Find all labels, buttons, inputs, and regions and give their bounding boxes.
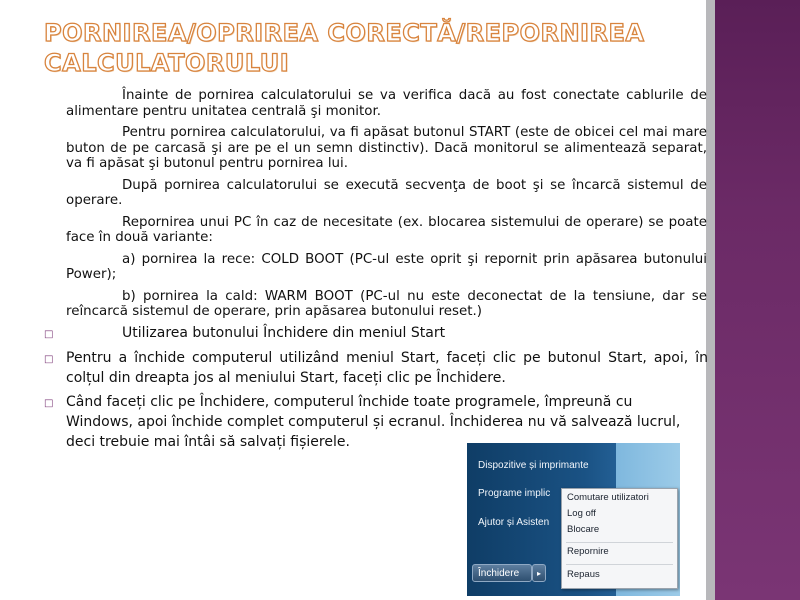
shutdown-button: Închidere bbox=[472, 564, 532, 582]
bullet-item bbox=[44, 348, 708, 388]
paragraph-restart-variants: Repornirea unui PC în caz de necesitate (ex. blocarea sistemului de operare) se poate face în două variante: bbox=[66, 214, 707, 245]
paragraph-warm-boot: b) pornirea la cald: WARM BOOT (PC-ul nu este deconectat de la tensiune, dar se reîncarcă sistemul de operare, prin apăsarea butonului reset.) bbox=[66, 288, 707, 319]
side-band bbox=[715, 0, 800, 600]
paragraph-check-cables: Înainte de pornirea calculatorului se va verifica dacă au fost conectate cablurile de alimentare pentru unitatea centrală şi monitor. bbox=[66, 88, 707, 119]
menu-item-restart: Repornire bbox=[567, 546, 609, 557]
menu-separator bbox=[566, 542, 673, 543]
start-menu-item-default-programs: Programe implic bbox=[478, 488, 551, 499]
bullet-text-shutdown-effects: Când faceți clic pe Închidere, computerul închide toate programele, împreună cu Windows, apoi închide complet computerul și ecranul. Închiderea nu vă salvează lucrul, deci trebuie mai întâi să salvați fișierele. bbox=[66, 394, 681, 450]
slide-body bbox=[66, 88, 707, 326]
bullet-icon: □ bbox=[44, 398, 54, 409]
paragraph-cold-boot: a) pornirea la rece: COLD BOOT (PC-ul este oprit şi repornit prin apăsarea butonului Power); bbox=[66, 251, 707, 282]
menu-item-sleep: Repaus bbox=[567, 569, 600, 580]
bullet-text-shutdown-steps: Pentru a închide computerul utilizând meniul Start, faceți clic pe butonul Start, apoi, în colțul din dreapta jos al meniului Start, faceți clic pe Închidere. bbox=[66, 350, 708, 386]
menu-item-log-off: Log off bbox=[567, 508, 596, 519]
paragraph-boot-sequence: După pornirea calculatorului se execută secvenţa de boot şi se încarcă sistemul de operare. bbox=[66, 177, 707, 208]
menu-item-switch-user: Comutare utilizatori bbox=[567, 492, 649, 503]
paragraph-start-button: Pentru pornirea calculatorului, va fi apăsat butonul START (este de obicei cel mai mare buton de pe carcasă şi are pe el un semn distinctiv). Dacă monitorul se alimentează separat, va fi apăsat şi butonul pentru pornirea lui. bbox=[66, 125, 707, 171]
menu-separator bbox=[566, 564, 673, 565]
start-menu-item-help: Ajutor și Asisten bbox=[478, 517, 550, 528]
side-divider bbox=[706, 0, 715, 600]
shutdown-options-arrow-icon: ▸ bbox=[532, 564, 546, 582]
bullet-icon: □ bbox=[44, 329, 54, 340]
menu-item-lock: Blocare bbox=[567, 524, 600, 535]
bullet-icon: □ bbox=[44, 354, 54, 365]
slide-title: PORNIREA/OPRIREA CORECTĂ/REPORNIREA CALCULATORULUI bbox=[44, 19, 645, 77]
bullet-item bbox=[44, 323, 708, 345]
start-menu-screenshot bbox=[467, 443, 680, 596]
start-menu-item-devices: Dispozitive și imprimante bbox=[478, 460, 589, 471]
bullet-text-shutdown-usage: Utilizarea butonului Închidere din meniul Start bbox=[122, 325, 446, 341]
shutdown-options-menu bbox=[561, 488, 678, 589]
